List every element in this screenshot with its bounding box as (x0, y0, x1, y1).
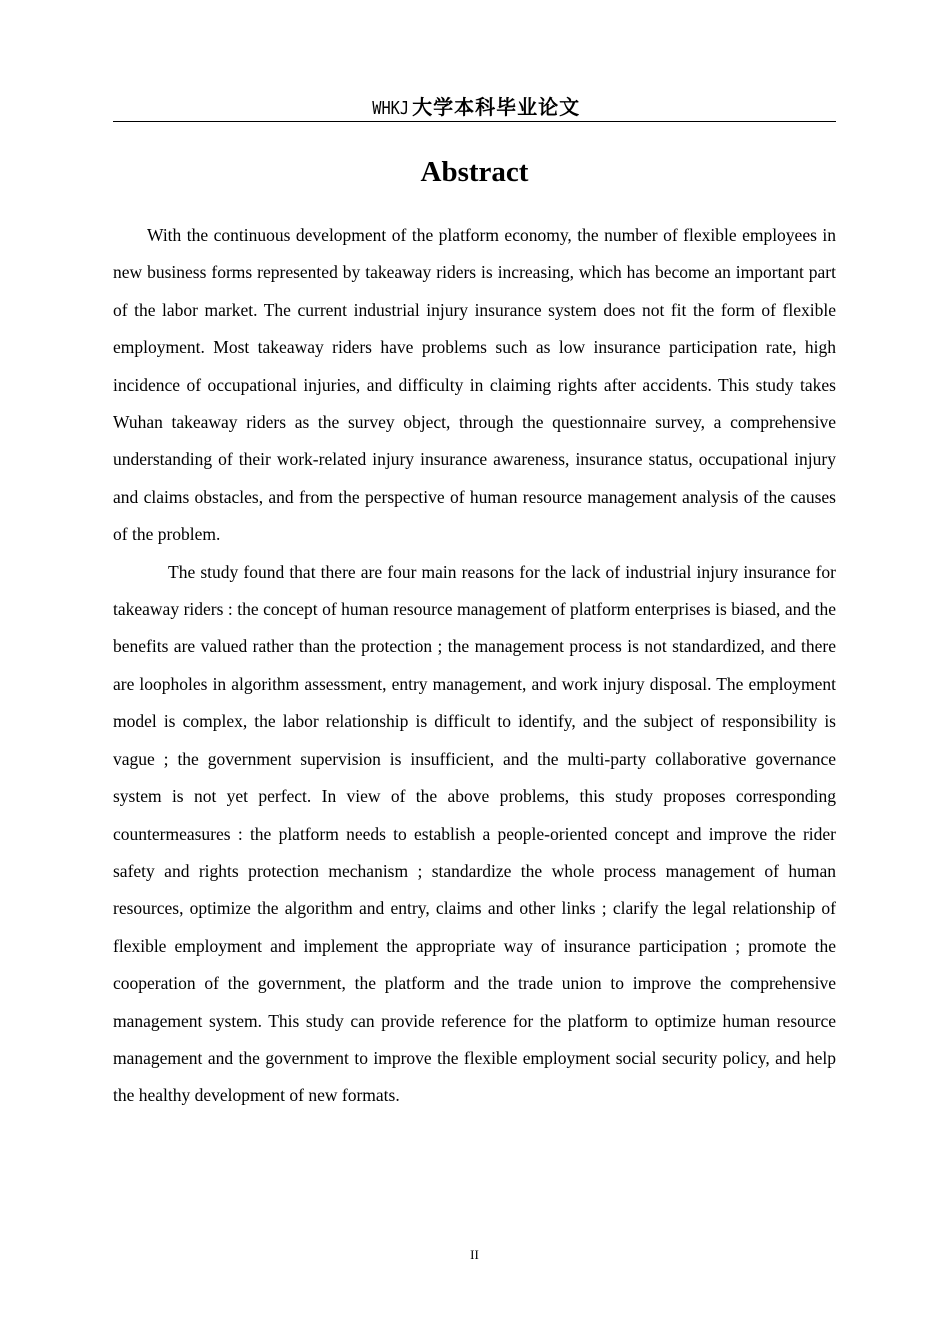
running-header (113, 94, 836, 122)
abstract-body (113, 217, 836, 1115)
abstract-title: Abstract (420, 156, 529, 188)
header-institution-code: WHKJ (372, 98, 409, 119)
header-divider (113, 121, 836, 122)
page-number: II (470, 1247, 479, 1262)
abstract-paragraph-1: With the continuous development of the platform economy, the number of flexible employees in new business forms represented by takeaway riders is increasing, which has become an important part of the labor market. The current industrial injury insurance system does not fit the form of flexible employment. Most takeaway riders have problems such as low insurance participation rate, high incidence of occupational injuries, and difficulty in claiming rights after accidents. This study takes Wuhan takeaway riders as the survey object, through the questionnaire survey, a comprehensive understanding of their work-related injury insurance awareness, insurance status, occupational injury and claims obstacles, and from the perspective of human resource management analysis of the causes of the problem. (113, 225, 836, 545)
abstract-paragraph-2: The study found that there are four main reasons for the lack of industrial injury insurance for takeaway riders : the concept of human resource management of platform enterprises is biased, and the benefits are valued rather than the protection ; the management process is not standardized, and there are loopholes in algorithm assessment, entry management, and work injury disposal. The employment model is complex, the labor relationship is difficult to identify, and the subject of responsibility is vague ; the government supervision is insufficient, and the multi-party collaborative governance system is not yet perfect. In view of the above problems, this study proposes corresponding countermeasures : the platform needs to establish a people-oriented concept and improve the rider safety and rights protection mechanism ; standardize the whole process management of human resources, optimize the algorithm and entry, claims and other links ; clarify the legal relationship of flexible employment and implement the appropriate way of insurance participation ; promote the cooperation of the government, the platform and the trade union to improve the comprehensive management system. This study can provide reference for the platform to optimize human resource management and the government to improve the flexible employment social security policy, and help the healthy development of new formats. (113, 561, 836, 1106)
header-thesis-label: 大学本科毕业论文 (412, 95, 581, 119)
